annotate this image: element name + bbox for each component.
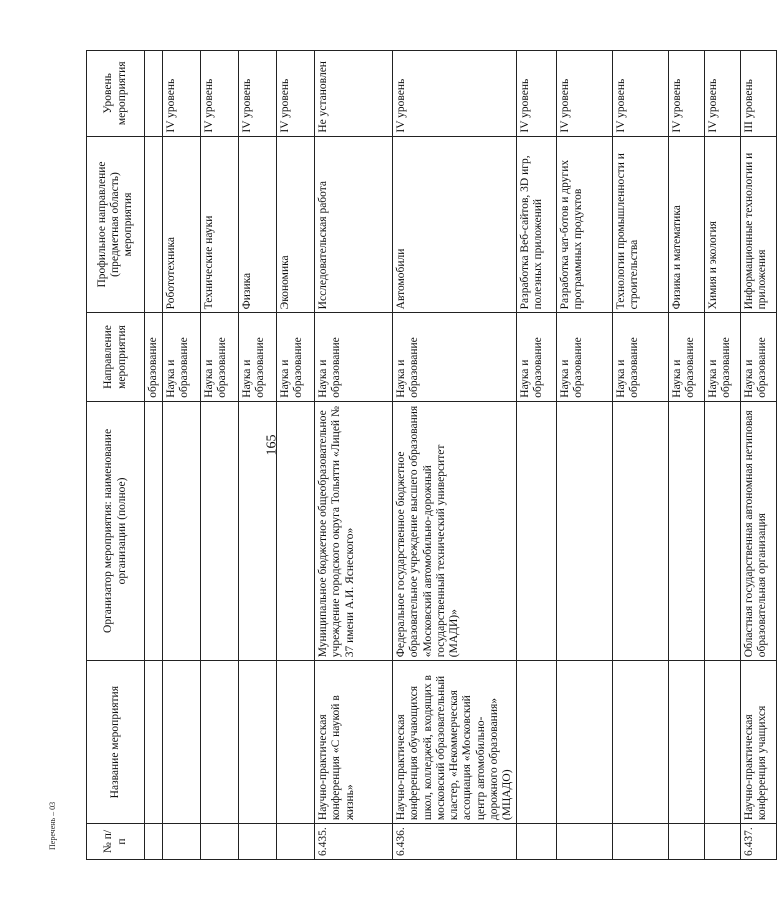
cell-organizer [201, 401, 239, 661]
cell-organizer [277, 401, 315, 661]
cell-level: IV уровень [705, 51, 741, 137]
table-row [669, 51, 705, 860]
cell-level: IV уровень [277, 51, 315, 137]
cell-direction: Наука и образование [239, 313, 277, 401]
table-row [239, 51, 277, 860]
cell-name [163, 661, 201, 824]
header-direction: Направление мероприятия [87, 313, 145, 401]
cell-profile: Автомобили [393, 136, 517, 313]
table-row [705, 51, 741, 860]
cell-num [669, 824, 705, 860]
cell-profile: Химия и экология [705, 136, 741, 313]
cell-name [239, 661, 277, 824]
cell-organizer [705, 401, 741, 661]
cell-num [277, 824, 315, 860]
cell-direction: Наука и образование [277, 313, 315, 401]
cell-organizer [669, 401, 705, 661]
cell-num [557, 824, 613, 860]
cell-num: 6.436. [393, 824, 517, 860]
cell-direction: Наука и образование [741, 313, 777, 401]
table-row [557, 51, 613, 860]
cell-profile: Физика и математика [669, 136, 705, 313]
cell-level: IV уровень [557, 51, 613, 137]
cell-level: IV уровень [669, 51, 705, 137]
table-row [741, 51, 777, 860]
cell-level: IV уровень [163, 51, 201, 137]
table-row [145, 51, 163, 860]
cell-organizer: Областная государственная автономная нетиповая образовательная организация [741, 401, 777, 661]
cell-organizer [557, 401, 613, 661]
table-row [613, 51, 669, 860]
cell-direction: образование [145, 313, 163, 401]
table-row [315, 51, 393, 860]
cell-profile: Информационные технологии и приложения [741, 136, 777, 313]
cell-direction: Наука и образование [517, 313, 557, 401]
cell-organizer [239, 401, 277, 661]
cell-profile: Экономика [277, 136, 315, 313]
cell-profile: Технологии промышленности и строительства [613, 136, 669, 313]
cell-name: Научно-практическая конференция учащихся [741, 661, 777, 824]
cell-level: III уровень [741, 51, 777, 137]
cell-name [705, 661, 741, 824]
cell-level: Не установлен [315, 51, 393, 137]
cell-direction: Наука и образование [613, 313, 669, 401]
cell-name [669, 661, 705, 824]
cell-profile: Разработка чат-ботов и других программных продуктов [557, 136, 613, 313]
events-table [86, 50, 777, 860]
table-row [393, 51, 517, 860]
header-profile: Профильное направление (предметная область) мероприятия [87, 136, 145, 313]
header-organizer: Организатор мероприятия: наименование организации (полное) [87, 401, 145, 661]
cell-level: IV уровень [613, 51, 669, 137]
cell-level: IV уровень [517, 51, 557, 137]
cell-direction: Наука и образование [557, 313, 613, 401]
rotated-table-wrapper [86, 50, 769, 860]
cell-direction: Наука и образование [393, 313, 517, 401]
cell-name [613, 661, 669, 824]
cell-level: IV уровень [201, 51, 239, 137]
cell-organizer: Муниципальное бюджетное общеобразовательное учреждение городского округа Тольятти «Лицей № 37 имени А.И. Яснеского» [315, 401, 393, 661]
cell-num [239, 824, 277, 860]
cell-organizer: Федеральное государственное бюджетное образовательное учреждение высшего образования «Московский автомобильно-дорожный государственный технический университет (МАДИ)» [393, 401, 517, 661]
cell-profile [145, 136, 163, 313]
cell-num [705, 824, 741, 860]
cell-profile: Разработка Веб-сайтов, 3D игр, полезных приложений [517, 136, 557, 313]
cell-name [201, 661, 239, 824]
table-row [201, 51, 239, 860]
table-row [163, 51, 201, 860]
header-name: Название мероприятия [87, 661, 145, 824]
cell-num: 6.435. [315, 824, 393, 860]
table-row [277, 51, 315, 860]
cell-name [277, 661, 315, 824]
cell-name [145, 661, 163, 824]
header-num: № п/п [87, 824, 145, 860]
cell-profile: Исследовательская работа [315, 136, 393, 313]
cell-level [145, 51, 163, 137]
header-level: Уровень мероприятия [87, 51, 145, 137]
cell-num [163, 824, 201, 860]
cell-direction: Наука и образование [705, 313, 741, 401]
cell-name: Научно-практическая конференция обучающихся школ, колледжей, входящих в московский образовательный кластер, «Некоммерческая ассоциация «Московский центр автомобильно-дорожного образования» (МЦАДО) [393, 661, 517, 824]
table-row [517, 51, 557, 860]
cell-num [613, 824, 669, 860]
cell-direction: Наука и образование [163, 313, 201, 401]
cell-num [517, 824, 557, 860]
table-header-row [87, 51, 145, 860]
cell-name [517, 661, 557, 824]
cell-profile: Робототехника [163, 136, 201, 313]
cell-organizer [145, 401, 163, 661]
cell-direction: Наука и образование [315, 313, 393, 401]
cell-organizer [613, 401, 669, 661]
cell-name: Научно-практическая конференция «С наукой в жизнь» [315, 661, 393, 824]
cell-level: IV уровень [239, 51, 277, 137]
cell-num [145, 824, 163, 860]
cell-direction: Наука и образование [669, 313, 705, 401]
cell-profile: Технические науки [201, 136, 239, 313]
cell-num: 6.437. [741, 824, 777, 860]
cell-num [201, 824, 239, 860]
cell-level: IV уровень [393, 51, 517, 137]
cell-organizer [163, 401, 201, 661]
cell-name [557, 661, 613, 824]
cell-organizer [517, 401, 557, 661]
cell-profile: Физика [239, 136, 277, 313]
footer-note: Перечень – 03 [48, 801, 57, 850]
cell-direction: Наука и образование [201, 313, 239, 401]
page-number: 165 [264, 434, 280, 456]
